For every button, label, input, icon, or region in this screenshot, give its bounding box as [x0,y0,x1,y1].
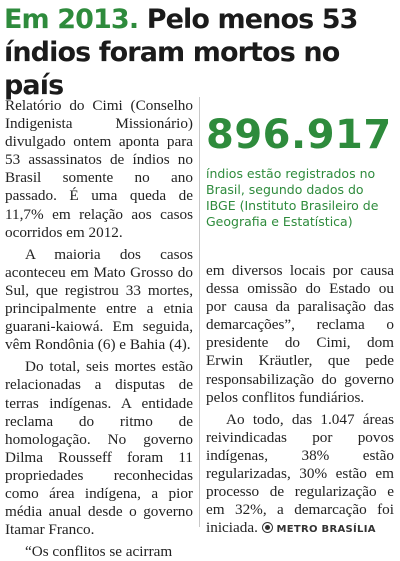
headline-year: Em 2013. [4,4,139,35]
paragraph: A maioria dos casos aconteceu em Mato Grosso do Sul, que registrou 33 mortes, principalmente entre a etnia guarani-kaiowá. Em seguida, vêm Rondônia (6) e Bahia (4). [5,245,193,354]
paragraph-text: Ao todo, das 1.047 áreas reivindicadas por povos indígenas, 38% estão regularizadas, 30% estão em processo de regularização e em 32%, a demarcação foi iniciada. [206,410,394,537]
source-name: METRO BRASÍLIA [276,524,376,536]
paragraph [206,411,394,540]
source-credit [262,524,376,535]
paragraph: em diversos locais por causa dessa omissão do Estado ou por causa da paralisação das demarcações”, reclama o presidente do Cimi, dom Erwin Kräutler, que pede responsabilização do governo pelos conflitos fundiários. [206,262,394,406]
paragraph: “Os conflitos se acirram [25,543,173,561]
stat-callout [206,112,394,230]
headline [4,3,396,102]
paragraph: Relatório do Cimi (Conselho Indigenista Missionário) divulgado ontem aponta para 53 assassinatos de índios no Brasil somente no ano passado. É uma queda de 11,7% em relação aos casos ocorridos em 2012. [5,97,193,241]
stat-caption: índios estão registrados no Brasil, segundo dados do IBGE (Instituto Brasileiro de Geografia e Estatística) [206,166,379,229]
stat-number: 896.917 [206,112,392,158]
paragraph: Do total, seis mortes estão relacionadas a disputas de terras indígenas. A entidade reclama do ritmo de homologação. No governo Dilma Rousseff foram 11 propriedades reconhecidas como área indígena, a pior média anual desde o governo Itamar Franco. [5,358,193,539]
right-column [206,262,394,539]
headline-text: Pelo menos 53 índios foram mortos no país [4,4,358,101]
left-column [5,97,193,561]
column-divider [199,97,200,527]
